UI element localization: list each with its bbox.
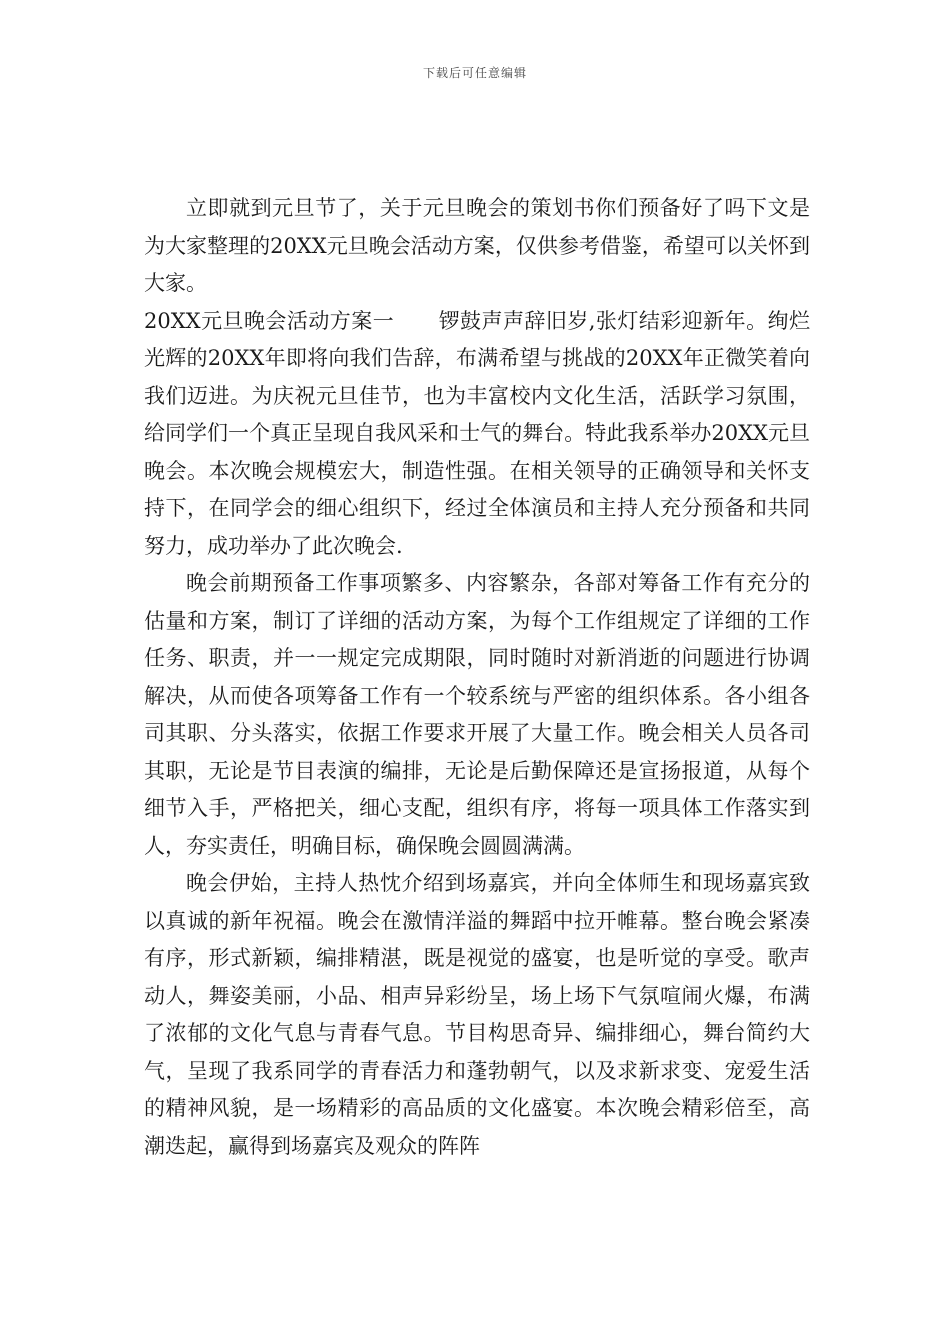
section-body-text: 锣鼓声声辞旧岁,张灯结彩迎新年。绚烂光辉的20XX年即将向我们告辞，布满希望与挑战的20XX年正微笑着向我们迈进。为庆祝元旦佳节，也为丰富校内文化生活，活跃学习氛围，给同学们一个真正呈现自我风采和士气的舞台。特此我系举办20XX元旦晚会。本次晚会规模宏大，制造性强。在相关领导的正确领导和关怀支持下，在同学会的细心组织下，经过全体演员和主持人充分预备和共同努力，成功举办了此次晚会. xyxy=(144,308,810,558)
section-title: 20XX元旦晚会活动方案一 xyxy=(144,308,395,333)
document-body xyxy=(144,190,810,1165)
intro-paragraph: 立即就到元旦节了，关于元旦晚会的策划书你们预备好了吗下文是为大家整理的20XX元旦晚会活动方案，仅供参考借鉴，希望可以关怀到大家。 xyxy=(144,196,810,295)
preparation-paragraph: 晚会前期预备工作事项繁多、内容繁杂，各部对筹备工作有充分的估量和方案，制订了详细的活动方案，为每个工作组规定了详细的工作任务、职责，并一一规定完成期限，同时随时对新消逝的问题进行协调解决，从而使各项筹备工作有一个较系统与严密的组织体系。各小组各司其职、分头落实，依据工作要求开展了大量工作。晚会相关人员各司其职，无论是节目表演的编排，无论是后勤保障还是宣扬报道，从每个细节入手，严格把关，细心支配，组织有序，将每一项具体工作落实到人，夯实责任，明确目标，确保晚会圆圆满满。 xyxy=(144,571,810,858)
section-paragraph xyxy=(144,303,810,566)
opening-paragraph: 晚会伊始，主持人热忱介绍到场嘉宾，并向全体师生和现场嘉宾致以真诚的新年祝福。晚会在激情洋溢的舞蹈中拉开帷幕。整台晚会紧凑有序，形式新颖，编排精湛，既是视觉的盛宴，也是听觉的享受。歌声动人，舞姿美丽，小品、相声异彩纷呈，场上场下气氛喧闹火爆，布满了浓郁的文化气息与青春气息。节目构思奇异、编排细心，舞台简约大气，呈现了我系同学的青春活力和蓬勃朝气，以及求新求变、宠爱生活的精神风貌，是一场精彩的高品质的文化盛宴。本次晚会精彩倍至，高潮迭起，赢得到场嘉宾及观众的阵阵 xyxy=(144,871,810,1158)
page-header: 下载后可任意编辑 xyxy=(422,66,527,80)
